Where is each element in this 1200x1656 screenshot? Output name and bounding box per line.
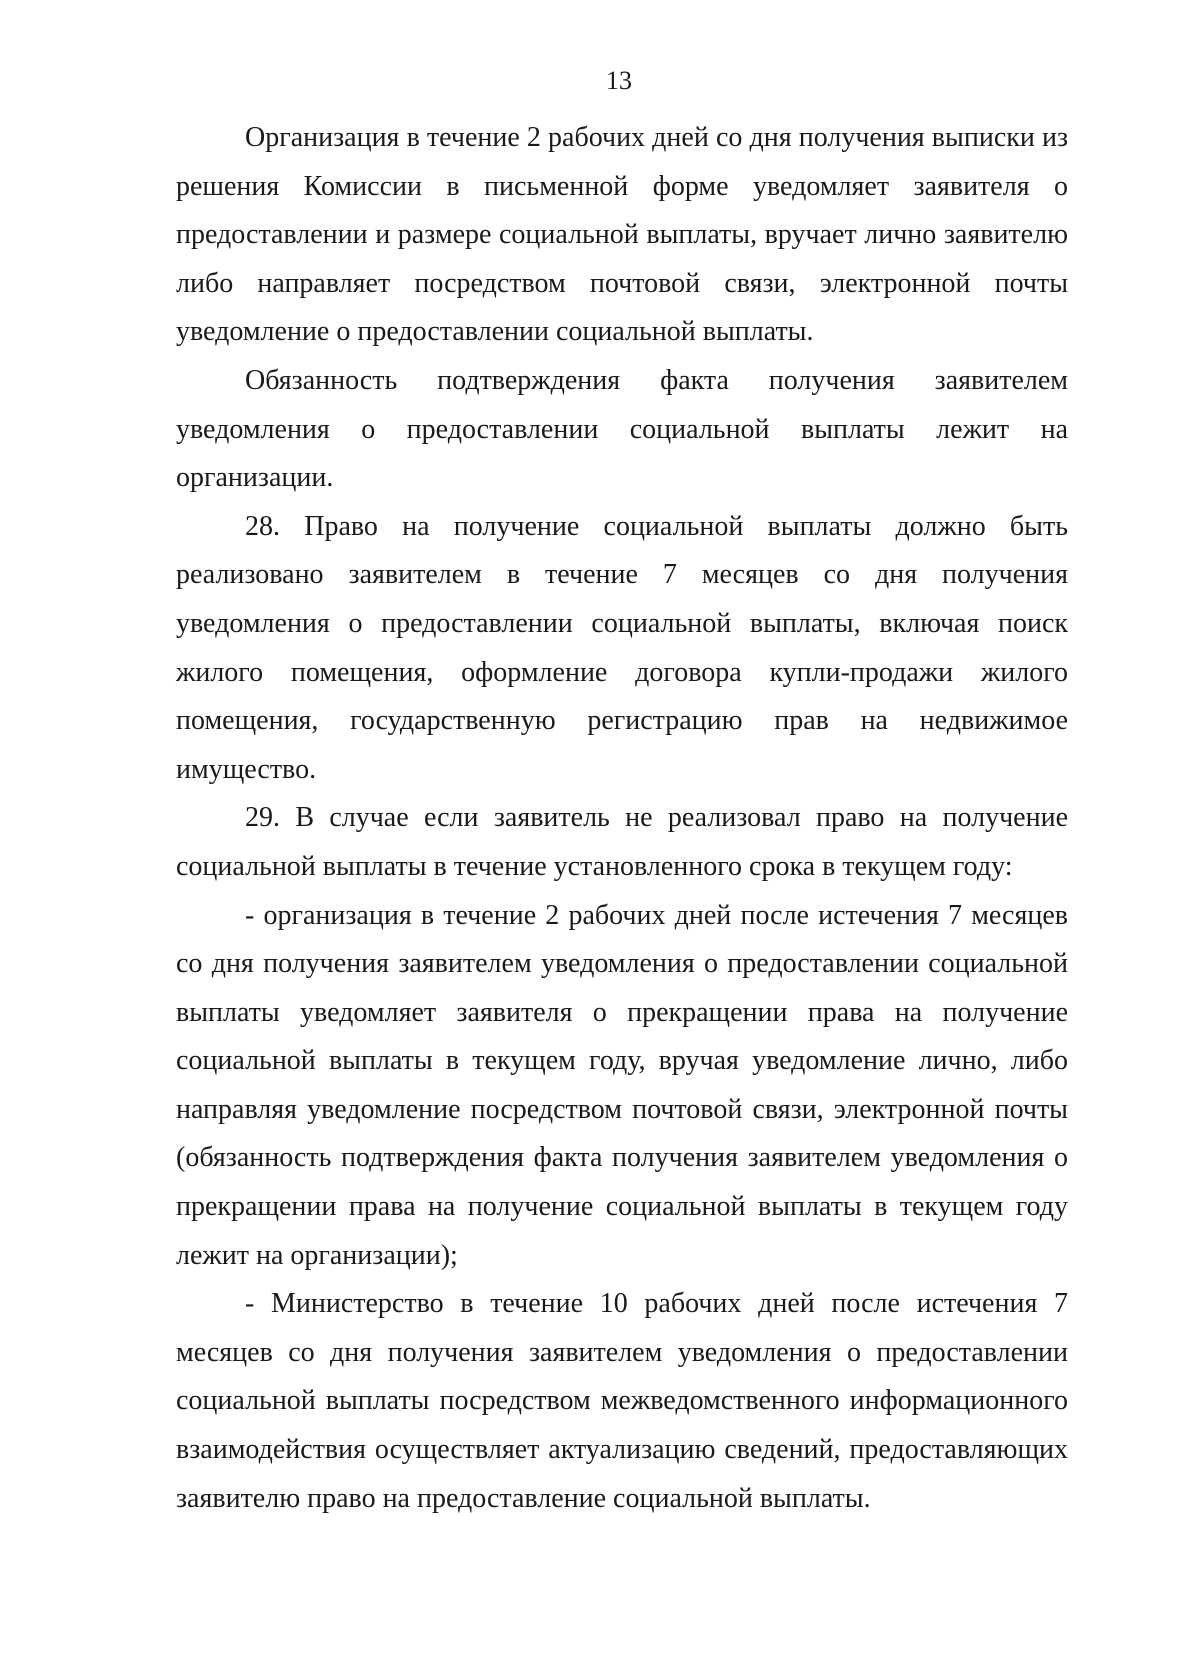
paragraph-29-item-ministry: - Министерство в течение 10 рабочих дней после истечения 7 месяцев со дня получения заявителем уведомления о предоставлении социальной выплаты посредством межведомственного информационного взаимодействия осуществляет актуализацию сведений, предоставляющих заявителю право на предоставление социальной выплаты. (176, 1288, 1068, 1514)
page-number: 13 (606, 66, 632, 95)
paragraph-obligation: Обязанность подтверждения факта получения заявителем уведомления о предоставлении социальной выплаты лежит на организации. (176, 364, 1068, 494)
paragraph-notification: Организация в течение 2 рабочих дней со дня получения выписки из решения Комиссии в письменной форме уведомляет заявителя о предоставлении и размере социальной выплаты, вручает лично заявителю либо направляет посредством почтовой связи, электронной почты уведомление о предоставлении социальной выплаты. (176, 122, 1068, 348)
paragraph-29-item-organization: - организация в течение 2 рабочих дней после истечения 7 месяцев со дня получения заявителем уведомления о предоставлении социальной выплаты уведомляет заявителя о прекращении права на получение социальной выплаты в текущем году, вручая уведомление лично, либо направляя уведомление посредством почтовой связи, электронной почты (обязанность подтверждения факта получения заявителем уведомления о прекращении права на получение социальной выплаты в текущем году лежит на организации); (176, 899, 1068, 1271)
paragraph-29: 29. В случае если заявитель не реализовал право на получение социальной выплаты в течение установленного срока в текущем году: (176, 802, 1068, 882)
document-body (176, 114, 1068, 1523)
paragraph-28: 28. Право на получение социальной выплаты должно быть реализовано заявителем в течение 7 месяцев со дня получения уведомления о предоставлении социальной выплаты, включая поиск жилого помещения, оформление договора купли-продажи жилого помещения, государственную регистрацию прав на недвижимое имущество. (176, 510, 1068, 785)
